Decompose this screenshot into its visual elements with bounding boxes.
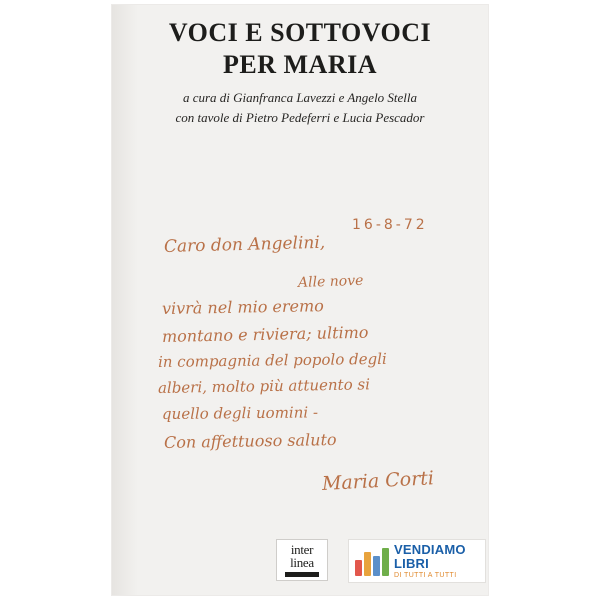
- letter-line-1: Caro don Angelini,: [163, 232, 326, 257]
- badge-bars-icon: [355, 546, 389, 576]
- interlinea-logo-bar: [285, 572, 319, 577]
- book-cover: [112, 5, 488, 595]
- interlinea-logo[interactable]: [276, 539, 328, 581]
- letter-line-3: vivrà nel mio eremo: [161, 296, 324, 318]
- interlinea-logo-line-2: linea: [290, 555, 314, 571]
- title-line-2: PER MARIA: [223, 49, 377, 79]
- title-line-1: VOCI E SOTTOVOCI: [168, 18, 432, 47]
- badge-text: [394, 543, 466, 579]
- letter-line-2: Alle nove: [297, 272, 364, 291]
- letter-line-4: montano e riviera; ultimo: [161, 322, 369, 346]
- letter-signature: Maria Corti: [321, 467, 435, 495]
- interlinea-logo-line-1: inter: [290, 542, 314, 558]
- page-title: [112, 17, 488, 80]
- letter-line-7: quello degli uomini -: [161, 403, 319, 423]
- editors-line-1: a cura di Gianfranca Lavezzi e Angelo Stella: [182, 90, 418, 105]
- status-badge[interactable]: [348, 539, 486, 583]
- editors-block: [112, 88, 488, 127]
- letter-line-8: Con affettuoso saluto: [163, 429, 337, 452]
- editors-line-2: con tavole di Pietro Pedeferri e Lucia Pescador: [175, 109, 425, 125]
- badge-line-2: LIBRI: [394, 555, 429, 571]
- handwritten-letter: [148, 195, 470, 505]
- letter-line-5: in compagnia del popolo degli: [157, 349, 387, 371]
- letter-date: 16-8-72: [352, 217, 428, 233]
- badge-bar-1: [355, 560, 362, 576]
- badge-bar-3: [373, 556, 380, 576]
- badge-line-1: VENDIAMO: [394, 541, 466, 557]
- badge-bar-2: [364, 552, 371, 576]
- letter-line-6: alberi, molto più attuento si: [157, 375, 371, 397]
- badge-bar-4: [382, 548, 389, 576]
- badge-line-3: DI TUTTI A TUTTI: [394, 572, 457, 580]
